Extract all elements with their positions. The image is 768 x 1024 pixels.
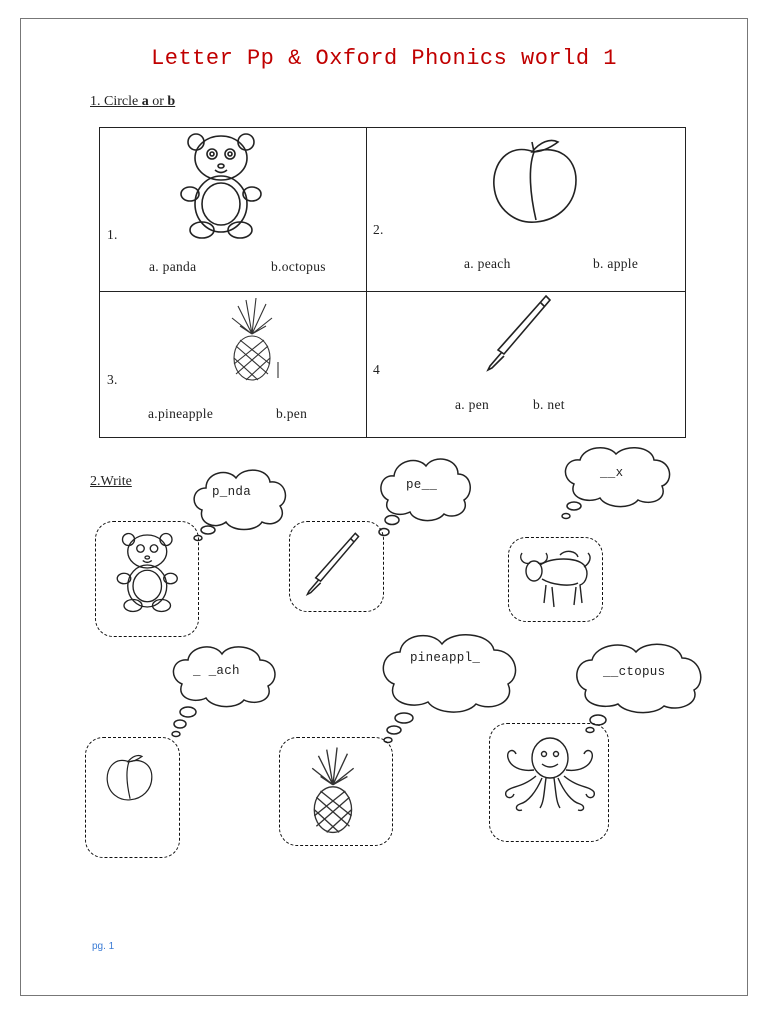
bubble-text[interactable]: __ctopus [603,665,666,679]
option-b[interactable]: b. apple [593,256,639,271]
option-b[interactable]: b. net [533,397,565,412]
thought-bubble [558,444,676,522]
option-b[interactable]: b.pen [276,406,308,421]
pen-icon [484,292,554,372]
section-2-heading: 2.Write [90,474,132,489]
pineapple-icon [226,296,282,384]
option-a[interactable]: a. peach [464,256,511,271]
bubble-text[interactable]: _ _ach [193,664,240,678]
question-number: 1. [107,227,118,242]
question-number: 3. [107,372,118,387]
section-1-heading: 1. Circle a or b [90,94,176,109]
thought-bubble [188,466,292,542]
thought-bubble [374,456,474,542]
question-number: 2. [373,222,384,237]
page-number: pg. 1 [92,941,115,952]
worksheet-title: Letter Pp & Oxford Phonics world 1 [151,46,617,71]
option-a[interactable]: a.pineapple [148,406,214,421]
option-a[interactable]: a. pen [455,397,490,412]
bubble-text[interactable]: pineappl_ [410,651,481,665]
question-number: 4 [373,362,381,377]
thought-bubble [166,644,280,744]
panda-icon [180,128,264,240]
pineapple-icon [306,744,364,838]
thought-bubble [570,642,708,734]
bubble-text[interactable]: __x [600,466,624,480]
bubble-text[interactable]: p_nda [212,485,252,499]
octopus-icon [500,732,600,814]
panda-icon [106,529,190,613]
option-a[interactable]: a. panda [149,259,197,274]
bubble-text[interactable]: pe__ [406,478,438,492]
pen-icon [300,530,366,596]
peach-icon [488,134,580,226]
ox-icon [516,545,594,611]
option-b[interactable]: b.octopus [271,259,326,274]
peach-icon [104,752,154,802]
